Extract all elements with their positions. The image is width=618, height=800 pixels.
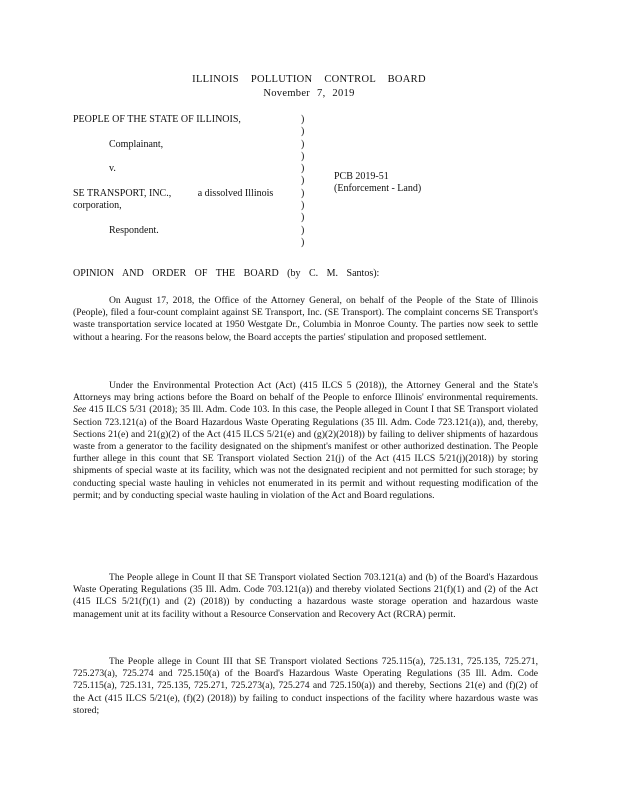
complainant-label: Complainant,	[109, 138, 164, 150]
respondent-label: Respondent.	[109, 224, 159, 236]
bracket-glyph: )	[301, 126, 305, 138]
bracket-glyph: )	[301, 150, 305, 162]
paragraph-4	[73, 656, 538, 717]
paragraph-2	[73, 380, 538, 502]
defendant-descriptor: a dissolved Illinois	[197, 187, 274, 199]
opinion-date: November 7, 2019	[263, 88, 355, 99]
bracket-glyph: )	[301, 138, 305, 150]
paragraph-text: Under the Environmental Protection Act (Act) (415 ILCS 5 (2018)), the Attorney General and the State's Attorneys may bring actions before the Board on behalf of the People to enforce Illinois' environmental requirements.	[73, 380, 538, 404]
defendant-name-part: SE TRANSPORT, INC.,	[73, 187, 172, 199]
paragraph-text: 415 ILCS 5/31 (2018); 35 Ill. Adm. Code 103. In this case, the People alleged in Count I that SE Transport violated Section 723.121(a) of the Board Hazardous Waste Operating Regulations (35 Ill. Adm. Code 723.121(a)), and, thereby, Sections 21(e) and 21(g)(2) of the Act (415 ILCS 5/21(e) and (g)(2)(2018)) by failing to deliver shipments of hazardous waste from a generator to the facility designated on the shipment's manifest or other authorized destination. The People further allege in this count that SE Transport violated Section 21(j) of the Act (415 ILCS 5/21(j)(2018)) by storing shipments of special waste at its facility, which was not the designated recipient and not permitted for such storage; by conducting special waste hauling in vehicles not enumerated in its permit and without requesting modification of the permit; and by conducting special waste hauling in violation of the Act and Board regulations.	[73, 404, 538, 501]
versus-label: v.	[109, 163, 116, 175]
bracket-glyph: )	[301, 175, 305, 187]
paragraph-text: On August 17, 2018, the Office of the Attorney General, on behalf of the People of the State of Illinois (People), filed a four-count complaint against SE Transport, Inc. (SE Transport). The complaint concerns SE Transport's waste transportation service located at 1950 Westgate Dr., Columbia in Monroe County. The parties now seek to settle without a hearing. For the reasons below, the Board accepts the parties' stipulation and proposed settlement.	[73, 295, 538, 343]
opinion-title: OPINION AND ORDER OF THE BOARD (by C. M. Santos):	[73, 268, 380, 279]
bracket-glyph: )	[301, 163, 305, 175]
bracket-glyph: )	[301, 200, 305, 212]
paragraph-1	[73, 295, 538, 344]
paragraph-3	[73, 572, 538, 621]
caption-left	[73, 114, 278, 237]
plaintiff-name: PEOPLE OF THE STATE OF ILLINOIS,	[73, 114, 241, 125]
bracket-glyph: )	[301, 187, 305, 199]
paragraph-text: The People allege in Count III that SE Transport violated Sections 725.115(a), 725.131, 725.135, 725.271, 725.273(a), 725.274 and 725.150(a) of the Board's Hazardous Waste Operating Regulations (35 Ill. Adm. Code 725.115(a), 725.131, 725.135, 725.271, 725.273(a), 725.274 and 725.150(a)) and thereby, Sections 21(e) and (f)(2) of the Act (415 ILCS 5/21(e), (f)(2) (2018)) by failing to conduct inspections of the facility where hazardous waste was stored;	[73, 656, 538, 716]
citation-signal: See	[73, 404, 87, 416]
board-name: ILLINOIS POLLUTION CONTROL BOARD	[192, 74, 426, 85]
bracket-glyph: )	[301, 236, 305, 248]
case-number: PCB 2019-51	[334, 171, 389, 182]
defendant-corporation: corporation,	[73, 200, 122, 212]
bracket-glyph: )	[301, 114, 305, 125]
bracket-glyph: )	[301, 224, 305, 236]
paragraph-text: The People allege in Count II that SE Transport violated Section 703.121(a) and (b) of the Board's Hazardous Waste Operating Regulations (35 Ill. Adm. Code 703.121(a)) and thereby violated Sections 21(f)(1) and (2) of the Act (415 ILCS 5/21(f)(1) and (2) (2018)) by conducting a hazardous waste storage operation and hazardous waste management unit at its facility without a Resource Conservation and Recovery Act (RCRA) permit.	[73, 572, 538, 620]
defendant-name	[73, 188, 278, 200]
bracket-glyph: )	[301, 212, 305, 224]
caption-bracket	[301, 114, 311, 249]
case-type: (Enforcement - Land)	[334, 183, 422, 195]
caption-right	[334, 171, 514, 196]
